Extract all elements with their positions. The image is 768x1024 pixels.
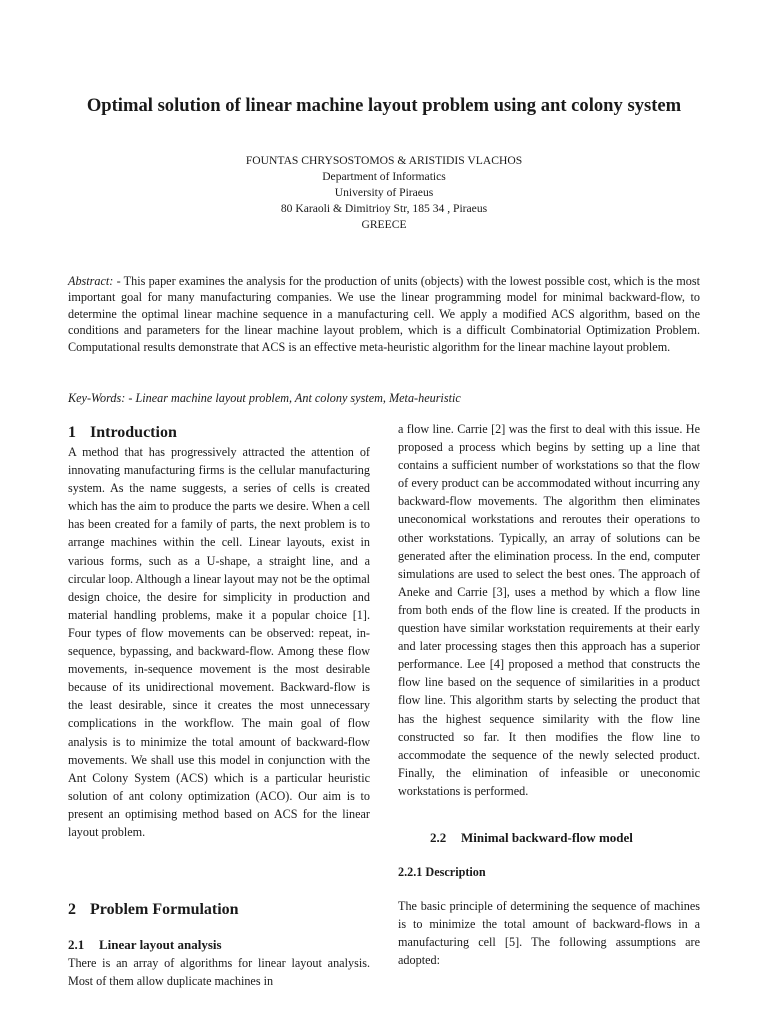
description-body: The basic principle of determining the sequence of machines is to minimize the total amount of backward-flows in a manufacturing cell [5]. The following assumptions are adopted: — [398, 899, 700, 968]
linear-layout-body: There is an array of algorithms for linear layout analysis. Most of them allow duplicate machines in — [68, 956, 370, 989]
subsection-heading-backward-flow — [430, 829, 633, 847]
affiliation-university: University of Piraeus — [334, 186, 434, 199]
subsection-number: 2.1 — [68, 937, 85, 952]
affiliation-country: GREECE — [361, 218, 407, 231]
author-block — [100, 153, 668, 233]
section-heading-problem-formulation — [68, 900, 239, 920]
right-column-body: a flow line. Carrie [2] was the first to deal with this issue. He proposed a process which begins by setting up a line that contains a sufficient number of workstations so that the flow of every product can be accommodated without incurring any backward-flow movements. The algorithm then eliminates uneconomical workstations and reroutes their operations to other workstations. Typically, an array of solutions can be generated after the elimination process. In the end, computer simulations are used to select the best ones. The approach of Aneke and Carrie [3], uses a method by which a flow line from both ends of the flow line is created. If the products in question have similar workstation requirements at their early and later processing stages then this approach has a superior performance. Lee [4] proposed a method that constructs the flow line based on the sequence of similarities in a product flow line. This algorithm starts by selecting the product that has the highest sequence similarity with the flow line constructed so far. It then modifies the flow line to accommodate the sequence of the newly selected product. Finally, the elimination of infeasible or uneconomic workstations is performed. — [398, 422, 700, 798]
section-heading-introduction — [68, 423, 177, 443]
section-number: 2 — [68, 901, 76, 918]
affiliation-department: Department of Informatics — [322, 170, 446, 183]
abstract — [68, 273, 700, 355]
section-title: Introduction — [90, 424, 177, 441]
section-title: Problem Formulation — [90, 901, 239, 918]
subsection-number: 2.2 — [430, 830, 447, 845]
subsubsection-heading-description: 2.2.1 Description — [398, 865, 486, 879]
paper-title: Optimal solution of linear machine layout problem using ant colony system — [86, 95, 682, 116]
affiliation-address: 80 Karaoli & Dimitrioy Str, 185 34 , Piraeus — [280, 202, 488, 215]
subsection-title: Linear layout analysis — [99, 937, 222, 952]
introduction-body: A method that has progressively attracted the attention of innovating manufacturing firms is the cellular manufacturing system. As the name suggests, a series of cells is created which has the aim to produce the parts we desire. When a cell has been created for a family of parts, the next problem is to arrange machines within the cell. Linear layouts, exist in various forms, such as a U-shape, a straight line, and a circular loop. Although a linear layout may not be the optimal design choice, the desire for simplicity in production and material handling problems, make it a popular choice [1]. Four types of flow movements can be observed: repeat, in-sequence, bypassing, and backward-flow. Among these flow movements, in-sequence movement is the most desirable because of its unidirectional movement. Backward-flow is the least desirable, since it creates the most unnecessary complications in the workflow. The main goal of flow analysis is to minimize the total amount of backward-flow movements. We shall use this model in conjunction with the Ant Colony System (ACS) which is a particular heuristic solution of ant colony optimization (ACO). Our aim is to present an optimising method based on ACS for the linear layout problem. — [68, 445, 370, 839]
abstract-text: - This paper examines the analysis for the production of units (objects) with the lowest possible cost, which is the most important goal for many manufacturing companies. We use the linear programming model for minimal backward-flow, to determine the optimal linear machine sequence in a manufacturing cell. We apply a modified ACS algorithm, based on the conditions and parameters for the linear machine layout problem, which is a difficult Combinatorial Optimization Problem. Computational results demonstrate that ACS is an effective meta-heuristic algorithm for the linear machine layout problem. — [68, 274, 700, 354]
section-number: 1 — [68, 424, 76, 441]
subsection-title: Minimal backward-flow model — [461, 830, 633, 845]
abstract-label: Abstract: — [68, 274, 114, 288]
keywords: Key-Words: - Linear machine layout problem, Ant colony system, Meta-heuristic — [68, 391, 461, 405]
author-names: FOUNTAS CHRYSOSTOMOS & ARISTIDIS VLACHOS — [245, 154, 523, 167]
subsection-heading-linear-layout — [68, 936, 222, 954]
